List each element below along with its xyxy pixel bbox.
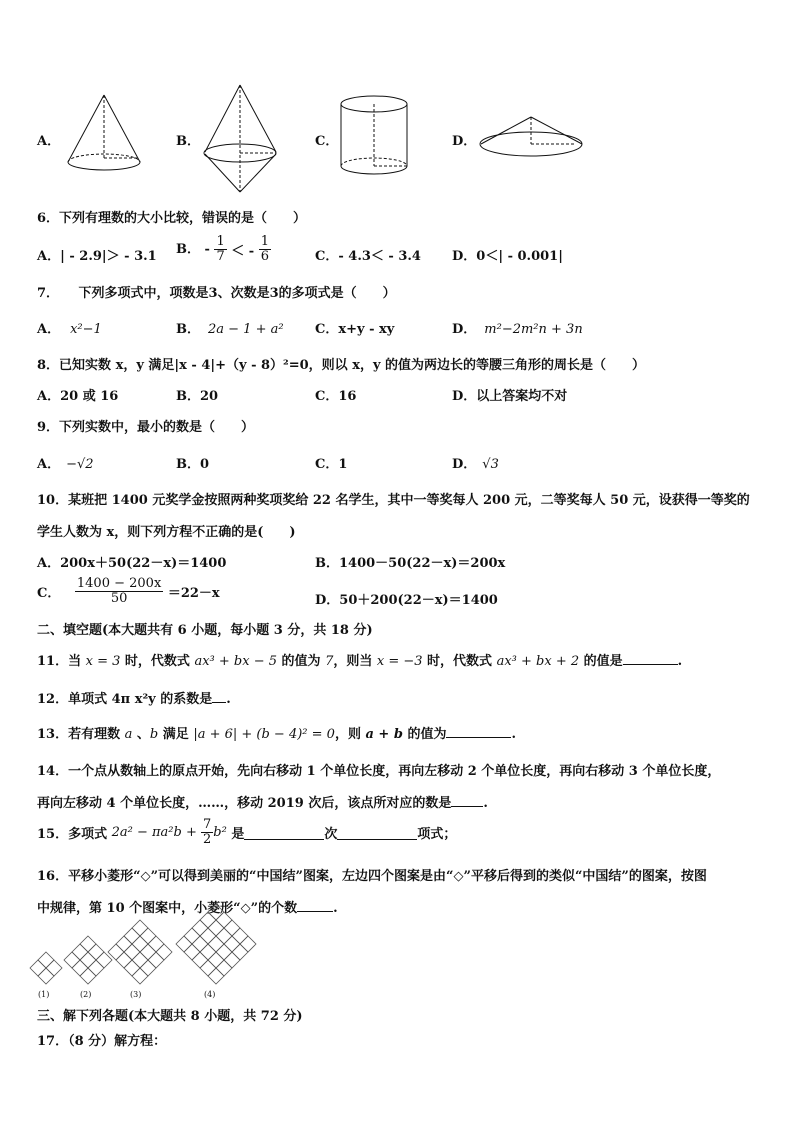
q8-option-b xyxy=(176,385,218,404)
q10-option-d xyxy=(315,589,498,608)
small-rhombus xyxy=(216,928,232,944)
q9-option-c-text: 1 xyxy=(338,457,348,472)
small-rhombus xyxy=(140,944,156,960)
small-rhombus xyxy=(184,944,200,960)
q13-text-1: 13．若有理数 xyxy=(37,727,125,742)
q8-option-d xyxy=(452,385,567,404)
small-rhombus xyxy=(30,960,46,976)
q11-text-1: 11．当 xyxy=(37,654,86,669)
small-rhombus xyxy=(192,952,208,968)
small-rhombus xyxy=(200,928,216,944)
q6-option-c-label: C． xyxy=(315,249,339,264)
q15-terms-blank[interactable] xyxy=(337,826,417,840)
q6-option-b xyxy=(176,235,271,264)
q9-option-b-text: 0 xyxy=(200,457,210,472)
knot-pattern-2 xyxy=(64,936,112,984)
q14-line-2 xyxy=(37,792,488,811)
chinese-knot-patterns xyxy=(30,918,290,1008)
q15-degree-blank[interactable] xyxy=(244,826,324,840)
q11-text-3: 的值为 xyxy=(277,654,326,669)
q13-text-2: 、 xyxy=(132,727,150,742)
q16-line-1: 16．平移小菱形“◇”可以得到美丽的“中国结”图案，左边四个图案是由“◇”平移后得到的类似“中国结”的图案，按图 xyxy=(37,869,707,884)
q10-option-c-fraction xyxy=(75,577,163,606)
q11 xyxy=(37,650,682,669)
knot-pattern-3 xyxy=(108,920,172,984)
solid-option-b-label: B． xyxy=(176,134,200,149)
q14-end: . xyxy=(483,796,488,811)
q10-stem-line-2: 学生人数为 x，则下列方程不正确的是( ) xyxy=(37,525,296,540)
small-rhombus xyxy=(148,952,164,968)
q7-option-c-text: x+y - xy xyxy=(338,322,395,337)
knot-label-1: (1) xyxy=(38,990,50,999)
q8-option-b-label: B． xyxy=(176,389,200,404)
small-rhombus xyxy=(224,920,240,936)
q11-answer-blank[interactable] xyxy=(623,651,678,665)
solid-option-a-label: A． xyxy=(37,134,61,149)
small-rhombus xyxy=(208,936,224,952)
q16-text: 中规律，第 10 个图案中，小菱形“◇”的个数 xyxy=(37,901,298,916)
q10-option-d-label: D． xyxy=(315,593,340,608)
q13-answer-blank[interactable] xyxy=(446,724,511,738)
small-rhombus xyxy=(240,936,256,952)
small-rhombus xyxy=(88,944,104,960)
q9-option-c xyxy=(315,453,347,472)
q9-option-c-label: C． xyxy=(315,457,339,472)
q11-end: . xyxy=(677,654,683,669)
q7-option-a-label: A． xyxy=(37,322,61,337)
q14-answer-blank[interactable] xyxy=(451,793,483,807)
denominator: 6 xyxy=(260,249,270,264)
q9-option-a-label: A． xyxy=(37,457,61,472)
q13-text-4: ，则 xyxy=(334,727,366,742)
q6-option-b-minus: - xyxy=(204,242,210,257)
q15 xyxy=(37,818,456,847)
small-rhombus xyxy=(232,944,248,960)
q16-line-2 xyxy=(37,897,338,916)
q11-math-2: ax³ + bx − 5 xyxy=(194,654,277,669)
q11-math-4: x = −3 xyxy=(376,654,423,669)
small-rhombus xyxy=(200,944,216,960)
q10-stem-line-1: 10．某班把 1400 元奖学金按照两种奖项奖给 22 名学生，其中一等奖每人 200 元，二等奖每人 50 元，设获得一等奖的 xyxy=(37,493,750,508)
q10-option-c xyxy=(37,577,220,606)
numerator: 1400 − 200x xyxy=(76,576,162,591)
small-rhombus xyxy=(140,960,156,976)
q8-option-a-text: 20 或 16 xyxy=(60,389,119,404)
q12 xyxy=(37,688,231,707)
q11-text-5: 时，代数式 xyxy=(422,654,497,669)
q13 xyxy=(37,723,516,742)
q11-text-4: ，则当 xyxy=(333,654,377,669)
small-rhombus xyxy=(156,944,172,960)
q14-line-1: 14．一个点从数轴上的原点开始，先向右移动 1 个单位长度，再向左移动 2 个单位长度，再向右移动 3 个单位长度， xyxy=(37,764,721,779)
q11-math-1: x = 3 xyxy=(85,654,121,669)
q7-option-a-text: x²−1 xyxy=(70,322,102,337)
small-rhombus xyxy=(80,936,96,952)
q17-stem: 17．（8 分）解方程： xyxy=(37,1034,167,1049)
q6-option-c-text: - 4.3＜ - 3.4 xyxy=(338,249,421,264)
q12-answer-blank[interactable] xyxy=(212,689,226,703)
small-rhombus xyxy=(80,952,96,968)
cone-figure xyxy=(60,90,150,180)
q7-option-d xyxy=(452,318,583,337)
q7-option-b xyxy=(176,318,284,337)
small-rhombus xyxy=(176,936,192,952)
q9-option-b xyxy=(176,453,209,472)
q7-option-a xyxy=(37,318,102,337)
q6-option-c xyxy=(315,245,421,264)
small-rhombus xyxy=(64,952,80,968)
q10-option-d-text: 50＋200(22－x)＝1400 xyxy=(339,593,498,608)
small-rhombus xyxy=(124,944,140,960)
small-rhombus xyxy=(224,936,240,952)
q8-option-d-label: D． xyxy=(452,389,477,404)
small-rhombus xyxy=(88,960,104,976)
small-rhombus xyxy=(192,920,208,936)
q9-option-a xyxy=(37,453,94,472)
q8-stem: 8．已知实数 x，y 满足|x - 4|+（y - 8）²=0，则以 x，y 的值为两边长的等腰三角形的周长是（ ） xyxy=(37,358,646,373)
knot-pattern-1 xyxy=(30,952,62,984)
q13-math-2: b xyxy=(149,727,159,742)
small-rhombus xyxy=(124,960,140,976)
q8-option-c-text: 16 xyxy=(338,389,357,404)
small-rhombus xyxy=(232,928,248,944)
q15-fraction xyxy=(201,818,213,847)
solid-option-c-label: C． xyxy=(315,134,339,149)
knot-pattern-4 xyxy=(176,904,256,984)
q12-text: 12．单项式 4π x²y 的系数是 xyxy=(37,692,213,707)
q13-math-3: |a + 6| + (b − 4)² = 0 xyxy=(193,727,335,742)
q10-option-a-text: 200x＋50(22－x)＝1400 xyxy=(60,556,227,571)
knot-label-3: (3) xyxy=(130,990,142,999)
q9-option-a-text: −√2 xyxy=(66,457,94,472)
q6-option-d-label: D． xyxy=(452,249,477,264)
small-rhombus xyxy=(148,936,164,952)
q10-option-b-text: 1400－50(22－x)＝200x xyxy=(339,556,506,571)
q10-option-a xyxy=(37,552,226,571)
knot-label-4: (4) xyxy=(204,990,216,999)
small-rhombus xyxy=(46,960,62,976)
q13-math-4: a + b xyxy=(365,727,403,742)
q16-end: . xyxy=(333,901,338,916)
q11-math-3: 7 xyxy=(325,654,334,669)
q6-option-b-fraction-1 xyxy=(214,235,226,264)
small-rhombus xyxy=(208,968,224,984)
knot-label-2: (2) xyxy=(80,990,92,999)
q15-text-3: 次 xyxy=(324,827,338,842)
denominator: 50 xyxy=(110,591,128,606)
section-2-heading: 二、填空题(本大题共有 6 小题，每小题 3 分，共 18 分) xyxy=(37,623,373,638)
q9-option-b-label: B． xyxy=(176,457,200,472)
q13-math-1: a xyxy=(124,727,133,742)
small-rhombus xyxy=(200,960,216,976)
q11-math-5: ax³ + bx + 2 xyxy=(496,654,580,669)
small-rhombus xyxy=(192,936,208,952)
q11-text-2: 时，代数式 xyxy=(120,654,195,669)
double-cone-figure xyxy=(198,82,288,197)
q15-text-4: 项式； xyxy=(417,827,457,842)
q13-end: . xyxy=(511,727,517,742)
q6-option-a-text: | - 2.9|＞ - 3.1 xyxy=(60,249,157,264)
q6-option-b-label: B． xyxy=(176,242,200,257)
q14-text: 再向左移动 4 个单位长度，……，移动 2019 次后，该点所对应的数是 xyxy=(37,796,452,811)
small-rhombus xyxy=(116,936,132,952)
small-rhombus xyxy=(108,944,124,960)
q13-text-5: 的值为 xyxy=(402,727,447,742)
q10-option-a-label: A． xyxy=(37,556,61,571)
small-rhombus xyxy=(216,944,232,960)
q15-math-2: b² xyxy=(213,825,227,840)
q10-option-c-label: C． xyxy=(37,586,61,601)
small-rhombus xyxy=(72,960,88,976)
q6-option-d xyxy=(452,245,563,264)
numerator: 1 xyxy=(216,234,225,249)
numerator: 1 xyxy=(260,234,270,249)
q10-option-b-label: B． xyxy=(315,556,339,571)
q15-text-2: 是 xyxy=(226,827,245,842)
q12-end: . xyxy=(226,692,231,707)
q7-option-d-text: m²−2m²n + 3n xyxy=(484,322,583,337)
q8-option-c xyxy=(315,385,356,404)
small-rhombus xyxy=(216,960,232,976)
q7-option-b-text: 2a − 1 + a² xyxy=(208,322,284,337)
small-rhombus xyxy=(132,952,148,968)
small-rhombus xyxy=(184,928,200,944)
small-rhombus xyxy=(132,920,148,936)
q8-option-a-label: A． xyxy=(37,389,61,404)
cylinder-figure xyxy=(338,92,418,182)
small-rhombus xyxy=(224,952,240,968)
q13-text-3: 满足 xyxy=(158,727,194,742)
q6-option-a xyxy=(37,245,157,264)
small-rhombus xyxy=(96,952,112,968)
numerator: 7 xyxy=(203,817,212,832)
q6-option-a-label: A． xyxy=(37,249,61,264)
q15-math-1: 2a² − πa²b + xyxy=(111,825,201,840)
q7-stem: 7． 下列多项式中，项数是3、次数是3的多项式是（ ） xyxy=(37,286,396,301)
q9-option-d-text: √3 xyxy=(482,457,499,472)
q9-stem: 9．下列实数中，最小的数是（ ） xyxy=(37,420,255,435)
q6-stem: 6．下列有理数的大小比较，错误的是（ ） xyxy=(37,211,307,226)
section-3-heading: 三、解下列各题(本大题共 8 小题，共 72 分) xyxy=(37,1009,303,1024)
small-rhombus xyxy=(72,944,88,960)
q8-option-d-text: 以上答案均不对 xyxy=(476,389,568,404)
q10-option-b xyxy=(315,552,505,571)
q7-option-d-label: D． xyxy=(452,322,477,337)
q7-option-b-label: B． xyxy=(176,322,200,337)
q6-option-d-text: 0＜| - 0.001| xyxy=(476,249,563,264)
q10-option-c-tail: ＝22－x xyxy=(167,586,220,601)
small-rhombus xyxy=(140,928,156,944)
q8-option-a xyxy=(37,385,118,404)
q9-option-d xyxy=(452,453,499,472)
small-rhombus xyxy=(38,968,54,984)
solid-option-d-label: D． xyxy=(452,134,477,149)
q8-option-c-label: C． xyxy=(315,389,339,404)
denominator: 2 xyxy=(203,832,212,847)
small-rhombus xyxy=(80,968,96,984)
small-rhombus xyxy=(208,920,224,936)
q7-option-c xyxy=(315,318,394,337)
q8-option-b-text: 20 xyxy=(200,389,219,404)
q15-text-1: 15．多项式 xyxy=(37,827,112,842)
small-rhombus xyxy=(124,928,140,944)
small-rhombus xyxy=(116,952,132,968)
flat-cone-figure xyxy=(478,112,588,162)
small-rhombus xyxy=(132,936,148,952)
q7-option-c-label: C． xyxy=(315,322,339,337)
q16-answer-blank[interactable] xyxy=(297,898,333,912)
denominator: 7 xyxy=(216,249,225,264)
small-rhombus xyxy=(38,952,54,968)
small-rhombus xyxy=(208,952,224,968)
q6-option-b-lt: ＜ - xyxy=(231,244,255,259)
small-rhombus xyxy=(132,968,148,984)
q6-option-b-fraction-2 xyxy=(259,235,271,264)
q11-text-6: 的值是 xyxy=(579,654,623,669)
q9-option-d-label: D． xyxy=(452,457,477,472)
